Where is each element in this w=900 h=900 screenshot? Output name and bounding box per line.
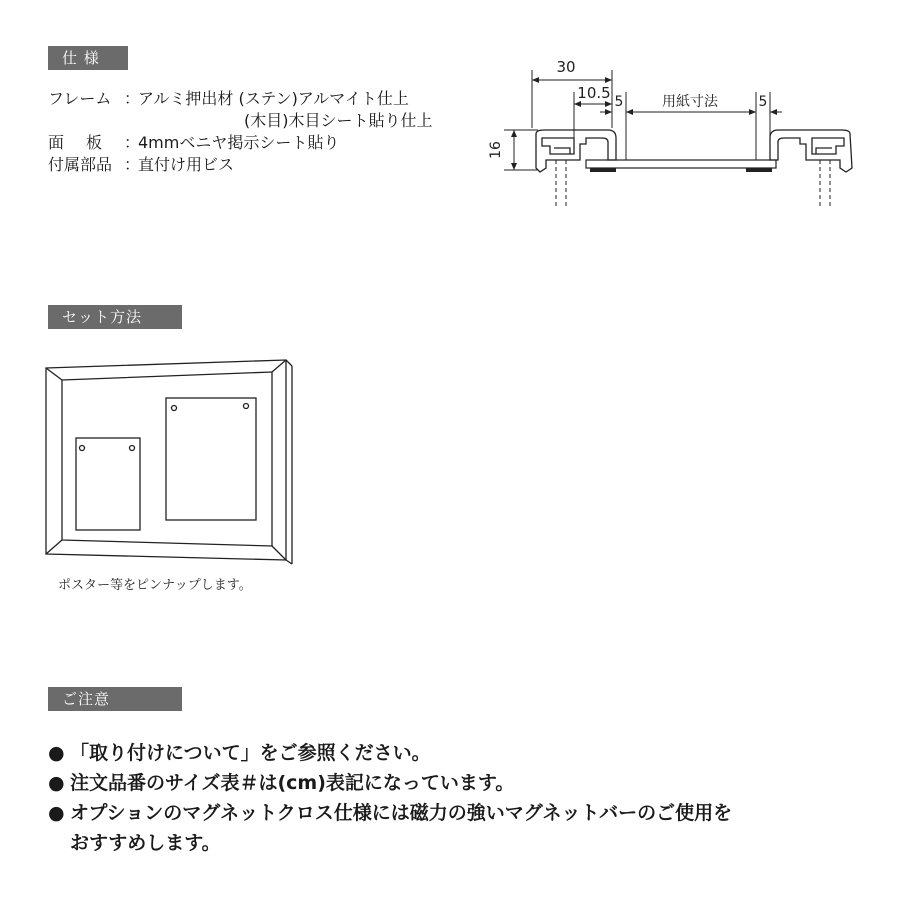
- magnet-strip-left: [590, 168, 616, 172]
- spec-value-frame-2: (木目)木目シート貼り仕上: [244, 111, 433, 130]
- dim-arrowhead: [749, 109, 756, 115]
- left-frame-profile: [536, 130, 616, 172]
- dim-arrowhead: [511, 130, 517, 137]
- frame-side-line: [286, 360, 292, 366]
- dim-arrowhead: [511, 163, 517, 170]
- right-frame-profile: [770, 130, 852, 172]
- spec-term-frame: フレーム: [48, 89, 112, 108]
- notice-item: [48, 738, 732, 768]
- notice-item: [48, 798, 732, 828]
- dim-arrowhead: [626, 109, 633, 115]
- spec-value-frame: アルミ押出材 (ステン)アルマイト仕上: [138, 89, 409, 108]
- spec-value-board: 4mmベニヤ掲示シート貼り: [138, 133, 340, 152]
- dim-label-paper: 用紙寸法: [662, 94, 718, 110]
- spec-row-frame-cont: [48, 110, 433, 132]
- spec-term-board-b: 板: [86, 133, 103, 152]
- bullet-icon: ●: [48, 802, 65, 824]
- spec-row-frame: [48, 88, 433, 110]
- notice-text: 「取り付けについて」をご参照ください。: [70, 742, 431, 764]
- dim-label-offset: 10.5: [577, 84, 611, 102]
- spec-term-board: [48, 132, 124, 154]
- dim-label-gap-left: 5: [614, 94, 624, 110]
- dim-arrowhead: [605, 77, 612, 83]
- frame-cross-section-diagram: [490, 50, 870, 220]
- left-screw: [556, 160, 566, 208]
- notice-list: [48, 738, 732, 858]
- notice-text: オプションのマグネットクロス仕様には磁力の強いマグネットバーのご使用を: [70, 802, 733, 824]
- dim-arrowhead: [532, 77, 539, 83]
- spec-separator: ：: [124, 133, 141, 152]
- notice-item: [48, 768, 732, 798]
- right-screw: [820, 160, 830, 208]
- spec-list: [48, 88, 433, 176]
- spec-separator: ：: [124, 89, 141, 108]
- board-panel: [586, 160, 776, 168]
- dim-label-height: 16: [488, 141, 504, 159]
- board-illustration: [40, 358, 300, 570]
- section-label-spec: 仕 様: [48, 46, 128, 70]
- section-label-notice: ご注意: [48, 687, 182, 711]
- section-label-setup: セット方法: [48, 305, 182, 329]
- bullet-icon: ●: [48, 772, 65, 794]
- spec-row-parts: [48, 154, 433, 176]
- magnet-strip-right: [746, 168, 772, 172]
- frame-side-line: [286, 560, 292, 564]
- spec-value-parts: 直付け用ビス: [138, 155, 235, 174]
- dim-arrowhead: [605, 109, 612, 115]
- bullet-icon: ●: [48, 742, 65, 764]
- dim-label-total: 30: [556, 58, 576, 76]
- setup-caption: ポスター等をピンナップします。: [58, 578, 252, 593]
- dim-arrowhead: [770, 109, 777, 115]
- spec-term-parts: 付属部品: [48, 155, 113, 174]
- notice-item-continuation: [48, 828, 732, 858]
- spec-separator: ：: [124, 155, 141, 174]
- dim-label-gap-right: 5: [758, 94, 768, 110]
- notice-text: おすすめします。: [70, 832, 221, 854]
- spec-term-board-a: 面: [48, 133, 65, 152]
- spec-row-board: [48, 132, 433, 154]
- notice-text: 注文品番のサイズ表＃は(cm)表記になっています。: [70, 772, 515, 794]
